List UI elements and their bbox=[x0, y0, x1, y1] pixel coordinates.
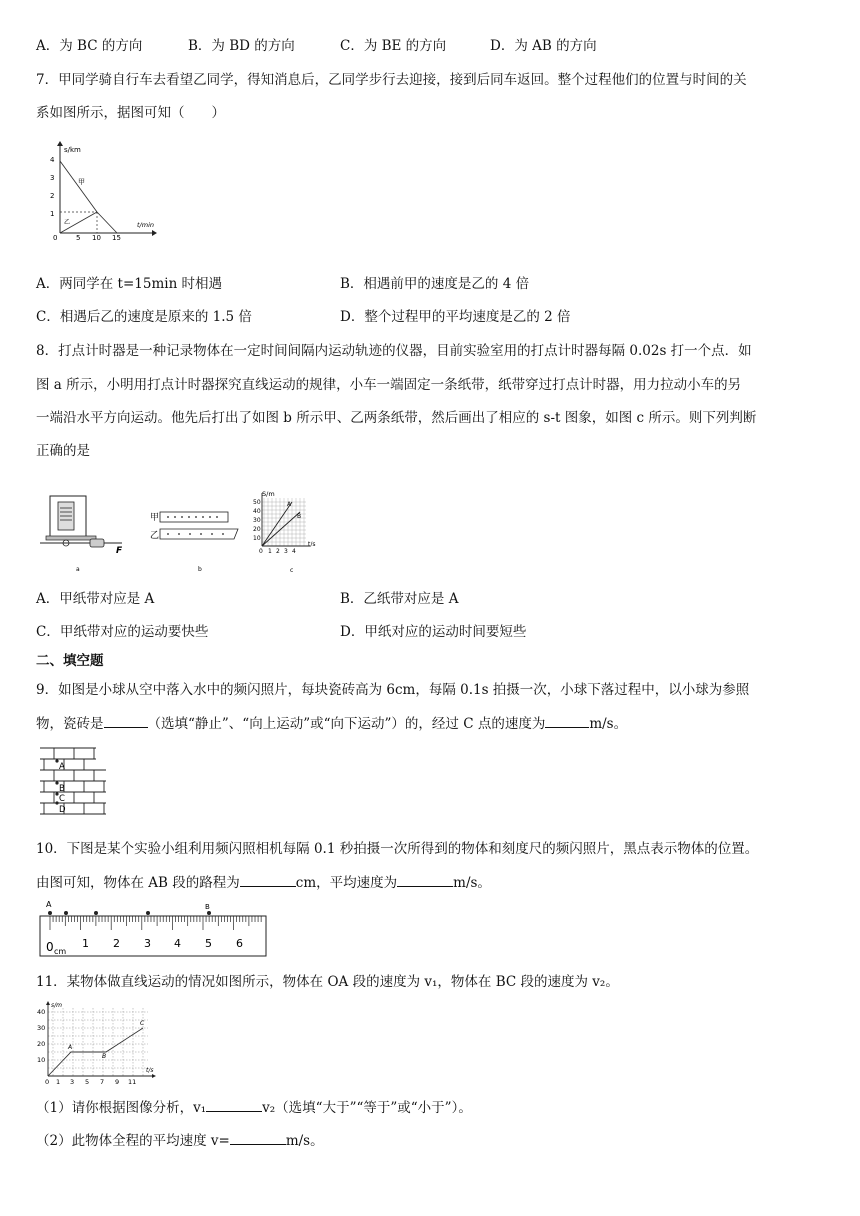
q8-c-ylabel: S/m bbox=[262, 490, 275, 498]
q8-c-ytick-10: 10 bbox=[253, 535, 261, 542]
q8-stem-line3: 一端沿水平方向运动。他先后打出了如图 b 所示甲、乙两条纸带，然后画出了相应的 s-t 图象，如图 c 所示。则下列判断 bbox=[36, 410, 757, 426]
q9-stem-line2 bbox=[36, 713, 627, 734]
q9-point-d: D bbox=[59, 805, 66, 815]
q8-caption-b: b bbox=[198, 566, 202, 573]
q7-stem-line2: 系如图所示，据图可知（ ） bbox=[36, 105, 225, 121]
q8-tape-yi-label: 乙 bbox=[150, 531, 160, 541]
q11-st-graph bbox=[34, 1000, 164, 1086]
q11-sub1-text-b: v₂（选填“大于”“等于”或“小于”）。 bbox=[262, 1100, 472, 1116]
section-heading-fill-blank: 二、填空题 bbox=[36, 653, 104, 669]
q9-blank-1[interactable] bbox=[104, 713, 148, 728]
q11-point-b: B bbox=[102, 1053, 107, 1060]
q10-ruler-label-6: 6 bbox=[236, 937, 243, 950]
q7-ytick-2: 2 bbox=[50, 192, 55, 200]
q8-stem-line1: 8．打点计时器是一种记录物体在一定时间间隔内运动轨迹的仪器，目前实验室用的打点计时器每隔 0.02s 打一个点．如 bbox=[36, 343, 752, 359]
q8-c-line-a: A bbox=[287, 501, 292, 508]
q8-c-origin: 0 bbox=[259, 548, 263, 555]
q9-point-c: C bbox=[59, 794, 65, 804]
q11-xtick-3: 3 bbox=[70, 1078, 75, 1086]
q11-ytick-40: 40 bbox=[37, 1008, 46, 1016]
q8-c-ytick-30: 30 bbox=[253, 517, 261, 524]
q8-option-c: C．甲纸带对应的运动要快些 bbox=[36, 624, 209, 640]
q8-stem-line2: 图 a 所示，小明用打点计时器探究直线运动的规律，小车一端固定一条纸带，纸带穿过打点计时器，用力拉动小车的另 bbox=[36, 377, 742, 393]
q8-c-xtick-1: 1 bbox=[268, 548, 272, 555]
q7-option-a: A．两同学在 t=15min 时相遇 bbox=[36, 276, 223, 292]
q8-c-xlabel: t/s bbox=[308, 541, 316, 548]
q7-xtick-10: 10 bbox=[92, 234, 101, 242]
q7-option-b: B．相遇前甲的速度是乙的 4 倍 bbox=[340, 276, 530, 292]
q10-stem-line1: 10．下图是某个实验小组利用频闪照相机每隔 0.1 秒拍摄一次所得到的物体和刻度尺的频闪照片，黑点表示物体的位置。 bbox=[36, 841, 759, 857]
q9-stem-line1: 9．如图是小球从空中落入水中的频闪照片，每块瓷砖高为 6cm，每隔 0.1s 拍摄一次，小球下落过程中，以小球为参照 bbox=[36, 682, 750, 698]
q9-stem-text-a: 物，瓷砖是 bbox=[36, 716, 104, 732]
q8-caption-a: a bbox=[76, 566, 80, 573]
q7-label-jia: 甲 bbox=[78, 178, 85, 186]
q10-ruler-zero: 0 bbox=[46, 940, 54, 954]
q11-ytick-20: 20 bbox=[37, 1040, 46, 1048]
q6-option-d: D．为 AB 的方向 bbox=[490, 38, 597, 54]
q8-c-xtick-3: 3 bbox=[284, 548, 288, 555]
q7-xlabel: t/min bbox=[137, 221, 154, 229]
q10-blank-2[interactable] bbox=[397, 872, 453, 887]
q7-ytick-3: 3 bbox=[50, 174, 55, 182]
q7-label-yi: 乙 bbox=[64, 219, 71, 226]
q11-xtick-11: 11 bbox=[128, 1078, 137, 1086]
q7-option-d: D．整个过程甲的平均速度是乙的 2 倍 bbox=[340, 309, 571, 325]
q6-option-c: C．为 BE 的方向 bbox=[340, 38, 447, 54]
q10-point-a: A bbox=[46, 900, 52, 909]
q7-option-c: C．相遇后乙的速度是原来的 1.5 倍 bbox=[36, 309, 252, 325]
q10-blank-1[interactable] bbox=[240, 872, 296, 887]
q9-stem-text-c: m/s。 bbox=[589, 716, 628, 732]
q11-xtick-7: 7 bbox=[100, 1078, 105, 1086]
q8-c-ytick-40: 40 bbox=[253, 508, 261, 515]
q10-stem-text-a: 由图可知，物体在 AB 段的路程为 bbox=[36, 875, 240, 891]
q8-tape-jia-label: 甲 bbox=[150, 513, 160, 523]
q7-stem-line1: 7．甲同学骑自行车去看望乙同学，得知消息后，乙同学步行去迎接，接到后同车返回。整个过程他们的位置与时间的关 bbox=[36, 72, 747, 88]
q8-option-b: B．乙纸带对应是 A bbox=[340, 591, 459, 607]
q10-ruler-label-3: 3 bbox=[144, 937, 151, 950]
q10-ruler-label-1: 1 bbox=[82, 937, 89, 950]
q7-ytick-4: 4 bbox=[50, 156, 55, 164]
q8-stem-line4: 正确的是 bbox=[36, 443, 90, 459]
q11-xtick-9: 9 bbox=[115, 1078, 120, 1086]
q8-c-xtick-4: 4 bbox=[292, 548, 296, 555]
q7-xtick-5: 5 bbox=[76, 234, 81, 242]
q7-xtick-15: 15 bbox=[112, 234, 121, 242]
q11-point-c: C bbox=[140, 1020, 145, 1027]
q11-blank-2[interactable] bbox=[230, 1130, 286, 1145]
q11-sub2-text-a: （2）此物体全程的平均速度 v= bbox=[36, 1133, 230, 1149]
q8-c-line-b: B bbox=[297, 513, 302, 520]
q11-ylabel: s/m bbox=[51, 1002, 62, 1009]
q7-origin: 0 bbox=[53, 234, 58, 242]
q6-option-b: B．为 BD 的方向 bbox=[188, 38, 295, 54]
q8-figure-a-timer bbox=[40, 490, 130, 575]
q10-stem-line2 bbox=[36, 872, 491, 893]
q6-option-a: A．为 BC 的方向 bbox=[36, 38, 143, 54]
q11-sub2 bbox=[36, 1130, 324, 1151]
q9-stem-text-b: （选填“静止”、“向上运动”或“向下运动”）的，经过 C 点的速度为 bbox=[147, 716, 546, 732]
q7-st-graph bbox=[40, 140, 160, 245]
q10-stem-text-b: cm，平均速度为 bbox=[295, 875, 398, 891]
q10-point-b: B bbox=[205, 903, 210, 911]
q8-figure-b-tapes bbox=[150, 505, 245, 575]
q11-ytick-30: 30 bbox=[37, 1024, 46, 1032]
q8-option-a: A．甲纸带对应是 A bbox=[36, 591, 155, 607]
q10-ruler-label-2: 2 bbox=[113, 937, 120, 950]
q11-sub1 bbox=[36, 1097, 472, 1118]
q8-force-label: F bbox=[116, 546, 123, 556]
q11-origin: 0 bbox=[45, 1078, 50, 1086]
q9-tile-wall-figure bbox=[40, 746, 110, 818]
q7-ylabel: s/km bbox=[64, 146, 81, 154]
q8-c-xtick-2: 2 bbox=[276, 548, 280, 555]
q10-ruler-figure bbox=[38, 898, 270, 958]
q7-ytick-1: 1 bbox=[50, 210, 55, 218]
q11-sub1-text-a: （1）请你根据图像分析，v₁ bbox=[36, 1100, 207, 1116]
q9-point-b: B bbox=[59, 784, 65, 794]
q8-figure-c-graph bbox=[248, 488, 323, 576]
q11-xtick-1: 1 bbox=[56, 1078, 61, 1086]
q11-ytick-10: 10 bbox=[37, 1056, 46, 1064]
q11-xlabel: t/s bbox=[146, 1067, 154, 1074]
q11-point-a: A bbox=[68, 1044, 73, 1051]
q9-point-a: A bbox=[59, 762, 65, 772]
q8-c-ytick-50: 50 bbox=[253, 499, 261, 506]
q8-c-ytick-20: 20 bbox=[253, 526, 261, 533]
q10-ruler-label-4: 4 bbox=[174, 937, 181, 950]
q9-blank-2[interactable] bbox=[545, 713, 589, 728]
q11-blank-1[interactable] bbox=[206, 1097, 262, 1112]
q10-stem-text-c: m/s。 bbox=[453, 875, 491, 891]
q8-option-d: D．甲纸对应的运动时间要短些 bbox=[340, 624, 527, 640]
q10-ruler-label-5: 5 bbox=[205, 937, 212, 950]
q11-stem: 11．某物体做直线运动的情况如图所示，物体在 OA 段的速度为 v₁，物体在 BC 段的速度为 v₂。 bbox=[36, 974, 619, 990]
q11-xtick-5: 5 bbox=[85, 1078, 90, 1086]
q10-ruler-unit: cm bbox=[54, 947, 67, 956]
q8-caption-c: c bbox=[290, 567, 294, 574]
q11-sub2-text-b: m/s。 bbox=[285, 1133, 324, 1149]
